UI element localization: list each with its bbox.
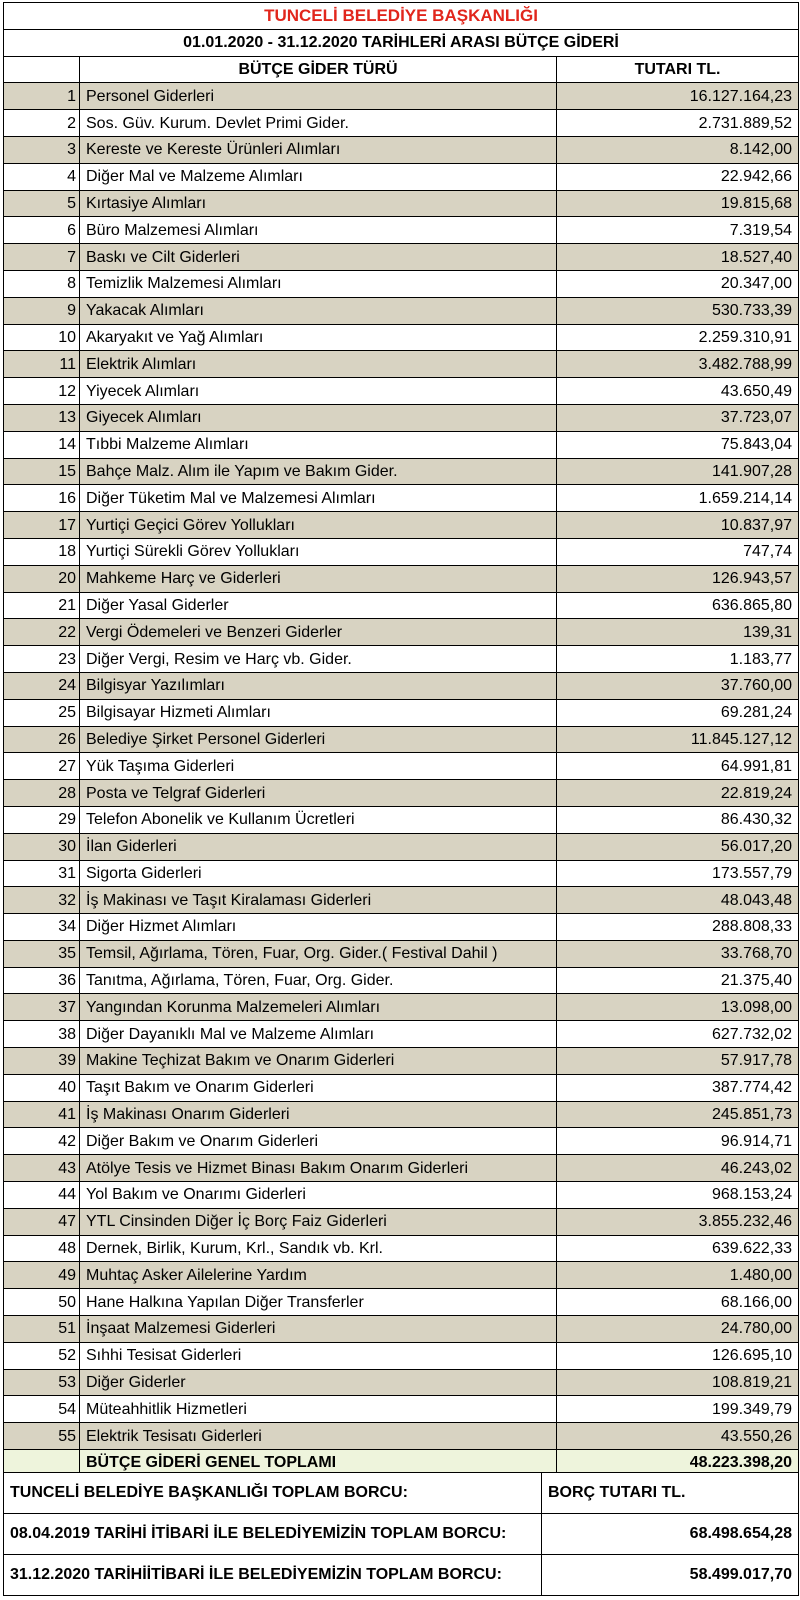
expense-amount: 627.732,02 (557, 1021, 799, 1048)
expense-type: Yurtiçi Geçici Görev Yollukları (80, 512, 557, 539)
table-row (4, 512, 799, 539)
expense-amount: 288.808,33 (557, 914, 799, 941)
expense-type: Diğer Yasal Giderler (80, 592, 557, 619)
table-row (4, 672, 799, 699)
expense-amount: 64.991,81 (557, 753, 799, 780)
row-number: 28 (4, 780, 80, 807)
table-row (4, 270, 799, 297)
expense-type: Diğer Bakım ve Onarım Giderleri (80, 1128, 557, 1155)
row-number: 7 (4, 244, 80, 271)
expense-type: İş Makinası ve Taşıt Kiralaması Giderleri (80, 887, 557, 914)
table-row (4, 753, 799, 780)
table-row (4, 351, 799, 378)
table-row (4, 565, 799, 592)
expense-type: Yol Bakım ve Onarımı Giderleri (80, 1182, 557, 1209)
table-row (4, 646, 799, 673)
expense-amount: 126.943,57 (557, 565, 799, 592)
debt-table (3, 1472, 799, 1596)
expense-type: Yakacak Alımları (80, 297, 557, 324)
expense-type: Kereste ve Kereste Ürünleri Alımları (80, 136, 557, 163)
row-number: 6 (4, 217, 80, 244)
header-no-cell (4, 56, 80, 83)
expense-amount: 636.865,80 (557, 592, 799, 619)
expense-amount: 18.527,40 (557, 244, 799, 271)
row-number: 51 (4, 1316, 80, 1343)
expense-type: Yiyecek Alımları (80, 378, 557, 405)
row-number: 24 (4, 672, 80, 699)
expense-amount: 1.659.214,14 (557, 485, 799, 512)
header-type: BÜTÇE GİDER TÜRÜ (80, 56, 557, 83)
expense-type: Kırtasiye Alımları (80, 190, 557, 217)
expense-type: Diğer Mal ve Malzeme Alımları (80, 163, 557, 190)
row-number: 18 (4, 538, 80, 565)
row-number: 36 (4, 967, 80, 994)
expense-type: Akaryakıt ve Yağ Alımları (80, 324, 557, 351)
row-number: 26 (4, 726, 80, 753)
expense-amount: 16.127.164,23 (557, 83, 799, 110)
expense-amount: 139,31 (557, 619, 799, 646)
row-number: 11 (4, 351, 80, 378)
expense-amount: 173.557,79 (557, 860, 799, 887)
title-row (4, 3, 799, 30)
expense-type: Temsil, Ağırlama, Tören, Fuar, Org. Gider.( Festival Dahil ) (80, 940, 557, 967)
row-number: 53 (4, 1369, 80, 1396)
table-row (4, 404, 799, 431)
expense-type: Diğer Giderler (80, 1369, 557, 1396)
table-row (4, 1423, 799, 1450)
row-number: 40 (4, 1074, 80, 1101)
expense-type: Personel Giderleri (80, 83, 557, 110)
row-number: 52 (4, 1342, 80, 1369)
expense-amount: 11.845.127,12 (557, 726, 799, 753)
table-row (4, 1396, 799, 1423)
debt-row-label: 08.04.2019 TARİHİ İTİBARİ İLE BELEDİYEMİZİN TOPLAM BORCU: (4, 1514, 542, 1555)
expense-amount: 69.281,24 (557, 699, 799, 726)
table-row (4, 431, 799, 458)
row-number: 41 (4, 1101, 80, 1128)
debt-header-label: TUNCELİ BELEDİYE BAŞKANLIĞI TOPLAM BORCU: (4, 1473, 542, 1514)
debt-header-row (4, 1473, 799, 1514)
table-row (4, 726, 799, 753)
table-row (4, 1235, 799, 1262)
row-number: 10 (4, 324, 80, 351)
table-row (4, 485, 799, 512)
row-number: 30 (4, 833, 80, 860)
expense-type: Baskı ve Cilt Giderleri (80, 244, 557, 271)
row-number: 54 (4, 1396, 80, 1423)
expense-amount: 7.319,54 (557, 217, 799, 244)
row-number: 49 (4, 1262, 80, 1289)
row-number: 25 (4, 699, 80, 726)
table-row (4, 1021, 799, 1048)
expense-amount: 3.482.788,99 (557, 351, 799, 378)
table-row (4, 940, 799, 967)
expense-amount: 1.183,77 (557, 646, 799, 673)
row-number: 16 (4, 485, 80, 512)
expense-amount: 22.942,66 (557, 163, 799, 190)
row-number: 15 (4, 458, 80, 485)
expense-type: Elektrik Alımları (80, 351, 557, 378)
expense-type: Tıbbi Malzeme Alımları (80, 431, 557, 458)
table-row (4, 1074, 799, 1101)
row-number: 48 (4, 1235, 80, 1262)
row-number: 13 (4, 404, 80, 431)
expense-type: Telefon Abonelik ve Kullanım Ücretleri (80, 806, 557, 833)
row-number: 22 (4, 619, 80, 646)
expense-type: Belediye Şirket Personel Giderleri (80, 726, 557, 753)
row-number: 2 (4, 110, 80, 137)
row-number: 23 (4, 646, 80, 673)
row-number: 17 (4, 512, 80, 539)
expense-amount: 46.243,02 (557, 1155, 799, 1182)
debt-row-amount: 68.498.654,28 (542, 1514, 799, 1555)
table-row (4, 1048, 799, 1075)
expense-type: Makine Teçhizat Bakım ve Onarım Giderleri (80, 1048, 557, 1075)
expense-amount: 639.622,33 (557, 1235, 799, 1262)
expense-amount: 108.819,21 (557, 1369, 799, 1396)
expense-amount: 20.347,00 (557, 270, 799, 297)
expense-amount: 387.774,42 (557, 1074, 799, 1101)
debt-header-amount: BORÇ TUTARI TL. (542, 1473, 799, 1514)
expense-amount: 37.723,07 (557, 404, 799, 431)
expense-type: Hane Halkına Yapılan Diğer Transferler (80, 1289, 557, 1316)
expense-type: Yurtiçi Sürekli Görev Yollukları (80, 538, 557, 565)
expense-amount: 22.819,24 (557, 780, 799, 807)
expense-amount: 86.430,32 (557, 806, 799, 833)
report-subtitle: 01.01.2020 - 31.12.2020 TARİHLERİ ARASI BÜTÇE GİDERİ (4, 29, 799, 56)
total-amount: 48.223.398,20 (557, 1450, 799, 1477)
row-number: 39 (4, 1048, 80, 1075)
row-number: 44 (4, 1182, 80, 1209)
header-row (4, 56, 799, 83)
expense-type: Dernek, Birlik, Kurum, Krl., Sandık vb. Krl. (80, 1235, 557, 1262)
expense-type: YTL Cinsinden Diğer İç Borç Faiz Giderleri (80, 1208, 557, 1235)
row-number: 9 (4, 297, 80, 324)
expense-amount: 48.043,48 (557, 887, 799, 914)
row-number: 27 (4, 753, 80, 780)
row-number: 47 (4, 1208, 80, 1235)
expense-type: Posta ve Telgraf Giderleri (80, 780, 557, 807)
expense-amount: 21.375,40 (557, 967, 799, 994)
expense-type: Büro Malzemesi Alımları (80, 217, 557, 244)
table-row (4, 1128, 799, 1155)
expense-amount: 10.837,97 (557, 512, 799, 539)
expense-amount: 8.142,00 (557, 136, 799, 163)
debt-row (4, 1514, 799, 1555)
table-row (4, 1369, 799, 1396)
report-title: TUNCELİ BELEDİYE BAŞKANLIĞI (4, 3, 799, 30)
table-row (4, 967, 799, 994)
row-number: 29 (4, 806, 80, 833)
row-number: 21 (4, 592, 80, 619)
table-row (4, 1182, 799, 1209)
row-number: 4 (4, 163, 80, 190)
row-number: 12 (4, 378, 80, 405)
table-row (4, 1101, 799, 1128)
row-number: 37 (4, 994, 80, 1021)
expense-amount: 57.917,78 (557, 1048, 799, 1075)
expense-type: Diğer Tüketim Mal ve Malzemesi Alımları (80, 485, 557, 512)
expense-type: Diğer Vergi, Resim ve Harç vb. Gider. (80, 646, 557, 673)
table-row (4, 538, 799, 565)
expense-amount: 141.907,28 (557, 458, 799, 485)
debt-row (4, 1555, 799, 1596)
expense-amount: 747,74 (557, 538, 799, 565)
row-number: 42 (4, 1128, 80, 1155)
table-row (4, 699, 799, 726)
expense-type: İlan Giderleri (80, 833, 557, 860)
expense-type: İnşaat Malzemesi Giderleri (80, 1316, 557, 1343)
row-number: 55 (4, 1423, 80, 1450)
expense-amount: 75.843,04 (557, 431, 799, 458)
expense-type: Diğer Dayanıklı Mal ve Malzeme Alımları (80, 1021, 557, 1048)
table-row (4, 1342, 799, 1369)
table-row (4, 378, 799, 405)
table-row (4, 136, 799, 163)
table-row (4, 887, 799, 914)
expense-type: Giyecek Alımları (80, 404, 557, 431)
table-row (4, 860, 799, 887)
expense-type: Temizlik Malzemesi Alımları (80, 270, 557, 297)
table-row (4, 458, 799, 485)
table-row (4, 914, 799, 941)
table-row (4, 1262, 799, 1289)
row-number: 1 (4, 83, 80, 110)
total-label: BÜTÇE GİDERİ GENEL TOPLAMI (80, 1450, 557, 1477)
table-row (4, 190, 799, 217)
expense-amount: 530.733,39 (557, 297, 799, 324)
expense-type: İş Makinası Onarım Giderleri (80, 1101, 557, 1128)
row-number: 20 (4, 565, 80, 592)
table-row (4, 806, 799, 833)
row-number: 31 (4, 860, 80, 887)
table-row (4, 592, 799, 619)
subtitle-row (4, 29, 799, 56)
budget-table (3, 2, 799, 1477)
table-row (4, 324, 799, 351)
expense-type: Müteahhitlik Hizmetleri (80, 1396, 557, 1423)
expense-type: Taşıt Bakım ve Onarım Giderleri (80, 1074, 557, 1101)
table-row (4, 110, 799, 137)
expense-type: Elektrik Tesisatı Giderleri (80, 1423, 557, 1450)
table-row (4, 1289, 799, 1316)
expense-type: Mahkeme Harç ve Giderleri (80, 565, 557, 592)
table-row (4, 244, 799, 271)
expense-amount: 43.650,49 (557, 378, 799, 405)
expense-type: Sos. Güv. Kurum. Devlet Primi Gider. (80, 110, 557, 137)
row-number: 34 (4, 914, 80, 941)
expense-amount: 43.550,26 (557, 1423, 799, 1450)
expense-amount: 13.098,00 (557, 994, 799, 1021)
row-number: 50 (4, 1289, 80, 1316)
expense-type: Bahçe Malz. Alım ile Yapım ve Bakım Gider. (80, 458, 557, 485)
row-number: 5 (4, 190, 80, 217)
expense-type: Bilgisayar Hizmeti Alımları (80, 699, 557, 726)
expense-amount: 126.695,10 (557, 1342, 799, 1369)
row-number: 38 (4, 1021, 80, 1048)
table-row (4, 994, 799, 1021)
row-number: 35 (4, 940, 80, 967)
expense-type: Yük Taşıma Giderleri (80, 753, 557, 780)
expense-amount: 24.780,00 (557, 1316, 799, 1343)
expense-type: Yangından Korunma Malzemeleri Alımları (80, 994, 557, 1021)
table-row (4, 619, 799, 646)
expense-amount: 19.815,68 (557, 190, 799, 217)
debt-row-label: 31.12.2020 TARİHİİTİBARİ İLE BELEDİYEMİZİN TOPLAM BORCU: (4, 1555, 542, 1596)
expense-type: Atölye Tesis ve Hizmet Binası Bakım Onarım Giderleri (80, 1155, 557, 1182)
table-row (4, 1208, 799, 1235)
row-number: 3 (4, 136, 80, 163)
expense-amount: 37.760,00 (557, 672, 799, 699)
expense-amount: 2.731.889,52 (557, 110, 799, 137)
row-number: 43 (4, 1155, 80, 1182)
table-row (4, 780, 799, 807)
expense-type: Bilgisyar Yazılımları (80, 672, 557, 699)
expense-type: Diğer Hizmet Alımları (80, 914, 557, 941)
expense-amount: 245.851,73 (557, 1101, 799, 1128)
expense-type: Muhtaç Asker Ailelerine Yardım (80, 1262, 557, 1289)
table-row (4, 833, 799, 860)
expense-type: Tanıtma, Ağırlama, Tören, Fuar, Org. Gider. (80, 967, 557, 994)
table-row (4, 1316, 799, 1343)
table-row (4, 163, 799, 190)
expense-amount: 1.480,00 (557, 1262, 799, 1289)
row-number: 8 (4, 270, 80, 297)
expense-amount: 3.855.232,46 (557, 1208, 799, 1235)
row-number: 14 (4, 431, 80, 458)
expense-type: Vergi Ödemeleri ve Benzeri Giderler (80, 619, 557, 646)
expense-type: Sıhhi Tesisat Giderleri (80, 1342, 557, 1369)
expense-amount: 96.914,71 (557, 1128, 799, 1155)
debt-row-amount: 58.499.017,70 (542, 1555, 799, 1596)
table-row (4, 1155, 799, 1182)
expense-amount: 199.349,79 (557, 1396, 799, 1423)
header-amount: TUTARI TL. (557, 56, 799, 83)
expense-amount: 33.768,70 (557, 940, 799, 967)
table-row (4, 217, 799, 244)
table-row (4, 297, 799, 324)
expense-amount: 56.017,20 (557, 833, 799, 860)
table-row (4, 83, 799, 110)
expense-amount: 2.259.310,91 (557, 324, 799, 351)
expense-amount: 968.153,24 (557, 1182, 799, 1209)
row-number: 32 (4, 887, 80, 914)
expense-amount: 68.166,00 (557, 1289, 799, 1316)
expense-type: Sigorta Giderleri (80, 860, 557, 887)
